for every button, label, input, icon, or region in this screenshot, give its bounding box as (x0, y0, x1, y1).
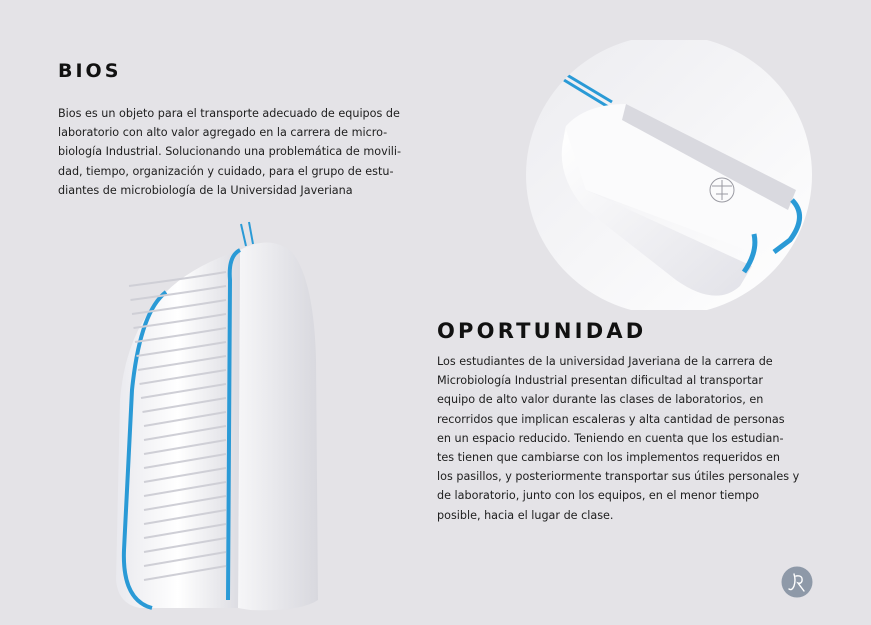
bios-line: Bios es un objeto para el transporte adecuado de equipos de (58, 107, 400, 120)
oportunidad-line: recorridos que implican escaleras y alta cantidad de personas (437, 412, 785, 426)
bios-line: laboratorio con alto valor agregado en la carrera de micro- (58, 126, 388, 140)
oportunidad-line: posible, hacia el lugar de clase. (437, 508, 614, 522)
oportunidad-description (437, 352, 815, 525)
oportunidad-line: Los estudiantes de la universidad Javeriana de la carrera de (437, 355, 773, 368)
oportunidad-line: los pasillos, y posteriormente transportar sus útiles personales y (437, 470, 800, 484)
bios-line: diantes de microbiología de la Universidad Javeriana (58, 183, 353, 197)
oportunidad-line: Microbiología Industrial presentan dificultad al transportar (437, 374, 763, 388)
oportunidad-line: tes tienen que cambiarse con los implementos requeridos en (437, 451, 781, 465)
bios-line: dad, tiempo, organización y cuidado, para el grupo de estu- (58, 164, 394, 178)
oportunidad-line: equipo de alto valor durante las clases de laboratorios, en (437, 393, 764, 407)
oportunidad-line: en un espacio reducido. Teniendo en cuenta que los estudian- (437, 431, 784, 445)
signature-logo-icon (781, 566, 813, 598)
product-image-detail (526, 40, 812, 310)
oportunidad-line: de laboratorio, junto con los equipos, en el menor tiempo (437, 489, 760, 503)
bios-description (58, 104, 430, 200)
oportunidad-title: OPORTUNIDAD (437, 319, 647, 343)
bios-line: biología Industrial. Solucionando una problemática de movili- (58, 145, 402, 159)
bios-title: BIOS (58, 60, 122, 82)
product-image-front (100, 220, 330, 615)
